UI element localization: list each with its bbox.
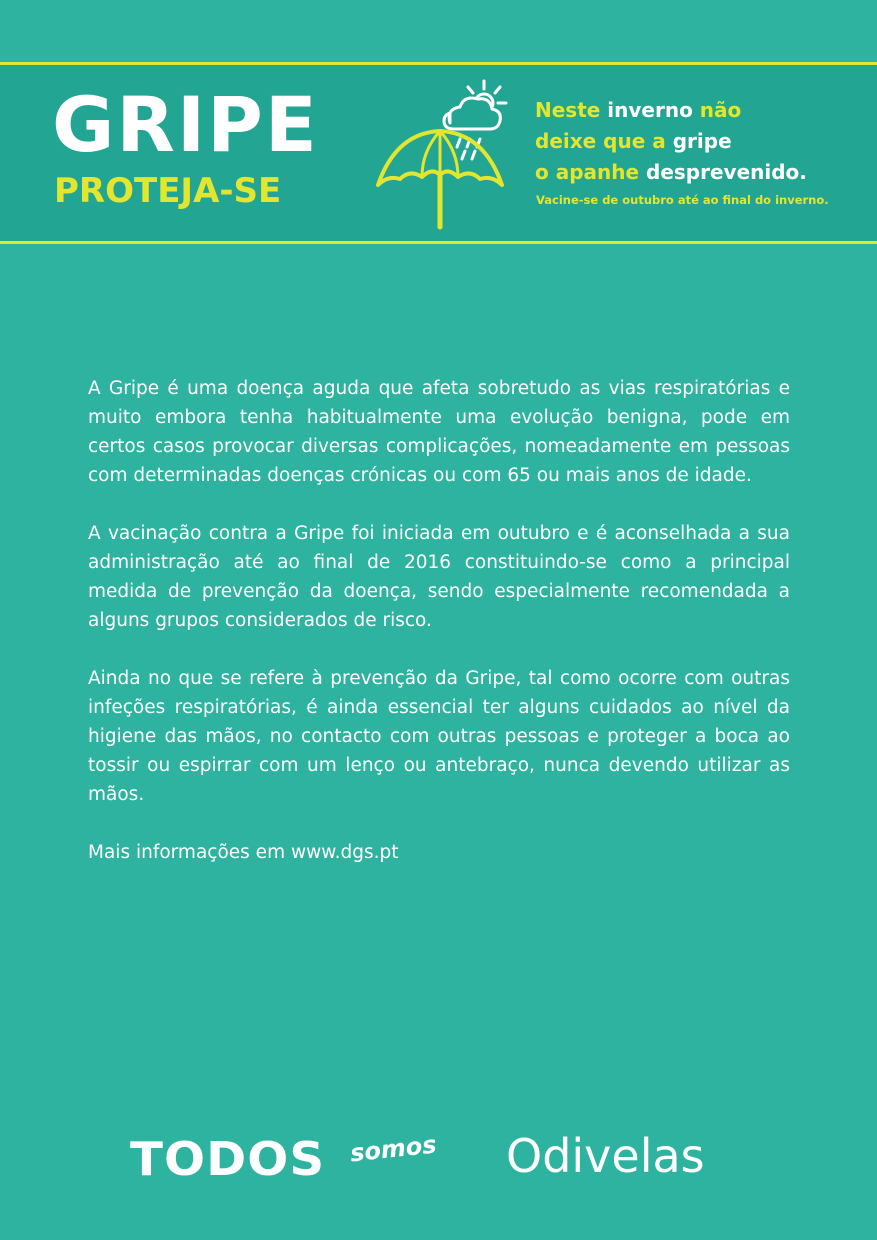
banner-title: GRIPE [52,80,319,169]
banner-vaccine-note: Vacine-se de outubro até ao final do inverno. [536,193,829,207]
slogan-part: inverno [607,98,700,122]
odivelas-wordmark: Odivelas [506,1129,705,1183]
slogan-part: desprevenido. [646,160,807,184]
more-info-line: Mais informações em www.dgs.pt [88,842,399,863]
slogan-part: deixe que a [535,129,673,153]
slogan-part: o apanhe [535,160,647,184]
gripe-banner [0,62,877,244]
paragraph: A Gripe é uma doença aguda que afeta sobretudo as vias respiratórias e muito embora tenha habitualmente uma evolução benigna, pode em certos casos provocar diversas complicações, nomeadamente em pessoas com determinadas doenças crónicas ou com 65 ou mais anos de idade. [88,378,790,486]
footer-logo [130,1126,750,1186]
somos-wordmark: somos [348,1130,438,1168]
article-body [88,374,790,896]
banner-slogan [535,95,875,188]
paragraph: Ainda no que se refere à prevenção da Gripe, tal como ocorre com outras infeções respiratórias, é ainda essencial ter alguns cuidados ao nível da higiene das mãos, no contacto com outras pessoas e proteger a boca ao tossir ou espirrar com um lenço ou antebraço, nunca devendo utilizar as mãos. [88,668,790,805]
slogan-part: gripe [672,129,732,153]
slogan-part: Neste [535,98,608,122]
todos-wordmark: TODOS [130,1132,326,1186]
umbrella-weather-icon [372,75,512,235]
paragraph: A vacinação contra a Gripe foi iniciada em outubro e é aconselhada a sua administração até ao final de 2016 constituindo-se como a principal medida de prevenção da doença, sendo especialmente recomendada a alguns grupos considerados de risco. [88,523,790,631]
slogan-part: não [699,98,742,122]
banner-subtitle: PROTEJA-SE [54,171,282,211]
